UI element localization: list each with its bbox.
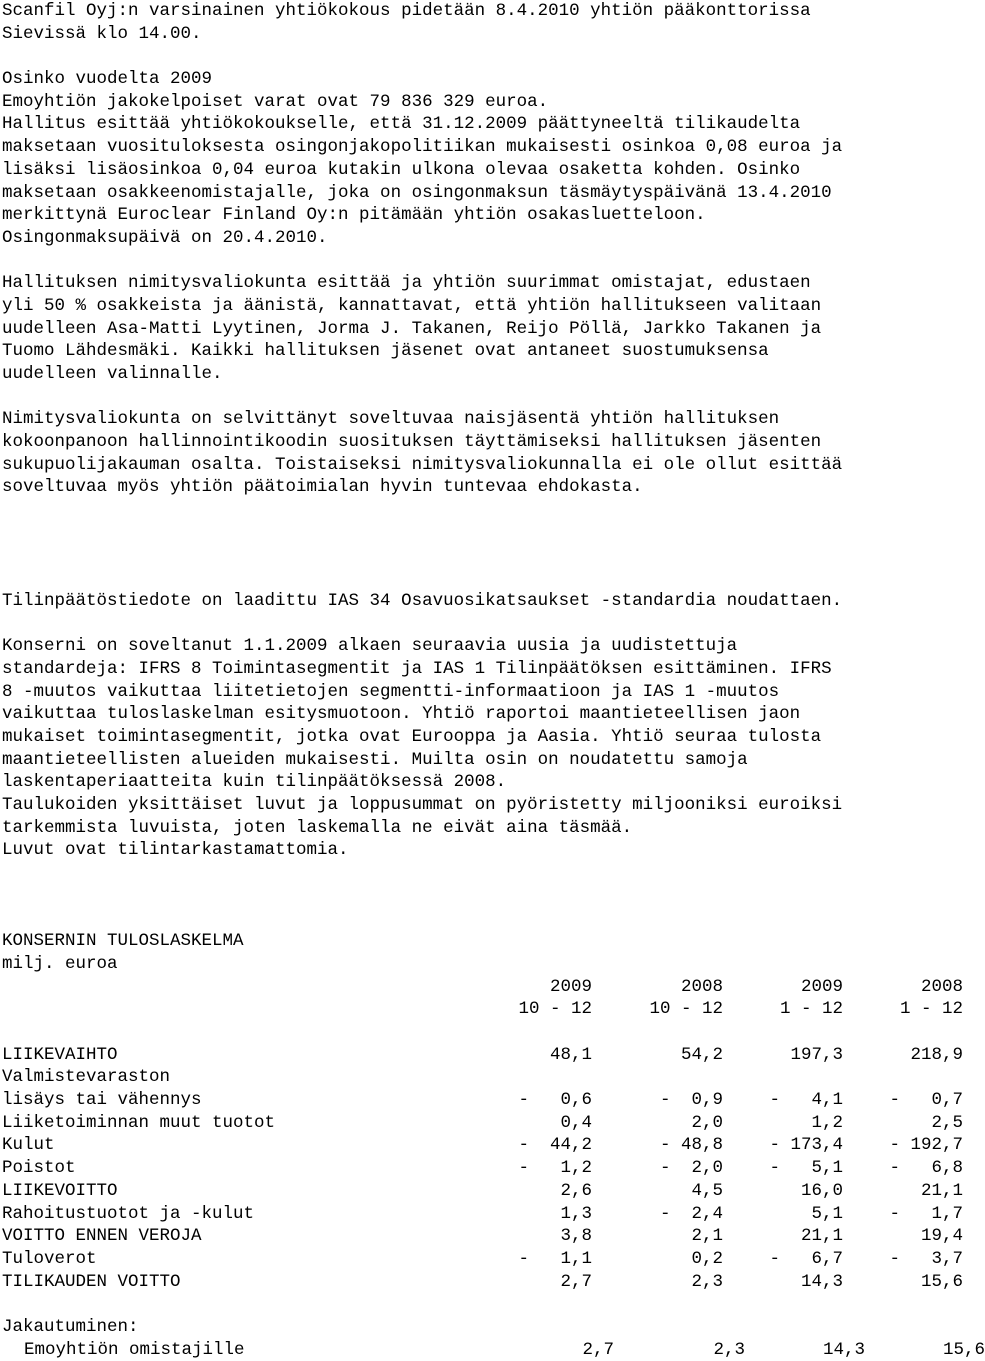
text-line: lisäksi lisäosinkoa 0,04 euroa kutakin ulkona olevaa osaketta kohden. Osinko <box>2 159 801 180</box>
text-line: Hallitus esittää yhtiökokoukselle, että 31.12.2009 päättyneeltä tilikaudelta <box>2 114 801 135</box>
table-row <box>2 1044 963 1067</box>
table-row <box>2 1157 963 1180</box>
gender-section <box>2 408 958 499</box>
text-line: merkittynä Euroclear Finland Oy:n pitämään yhtiön osakasluetteloon. <box>2 205 706 226</box>
text-line: Scanfil Oyj:n varsinainen yhtiökokous pidetään 8.4.2010 yhtiön pääkonttorissa <box>2 1 811 21</box>
row-value: - 2,0 <box>659 1158 723 1179</box>
text-line: Konserni on soveltanut 1.1.2009 alkaen seuraavia uusia ja uudistettuja <box>2 636 738 657</box>
text-line: maksetaan vuosituloksesta osingonjakopolitiikan mukaisesti osinkoa 0,08 euroa ja <box>2 137 843 158</box>
row-value: - 1,1 <box>518 1248 592 1269</box>
row-value <box>592 1066 723 1089</box>
row-value: - 6,7 <box>769 1248 843 1269</box>
row-label: Poistot <box>2 1158 76 1179</box>
table-row <box>2 1248 963 1271</box>
row-value: - 0,6 <box>518 1090 592 1111</box>
row-value: 2,6 <box>560 1180 592 1201</box>
row-value: - 2,4 <box>659 1203 723 1224</box>
row-label: TILIKAUDEN VOITTO <box>2 1271 181 1292</box>
row-value: 14,3 <box>800 1271 843 1292</box>
table-title: KONSERNIN TULOSLASKELMA <box>2 931 244 952</box>
table-row <box>2 1271 963 1294</box>
row-value: - 0,9 <box>659 1090 723 1111</box>
table-row <box>2 1066 958 1089</box>
text-line: kokoonpanoon hallinnointikoodin suosituksen täyttämiseksi hallituksen jäsenten <box>2 432 822 453</box>
header-period: 10 - 12 <box>518 999 592 1020</box>
row-value <box>843 1066 963 1089</box>
row-value: - 48,8 <box>659 1135 723 1156</box>
nomination-section <box>2 272 958 385</box>
row-label: LIIKEVOITTO <box>2 1180 118 1201</box>
row-value: 2,5 <box>931 1112 963 1133</box>
table-row <box>2 1180 963 1203</box>
row-value: 1,2 <box>811 1112 843 1133</box>
text-line: Osingonmaksupäivä on 20.4.2010. <box>2 227 328 248</box>
table-row <box>2 1225 963 1248</box>
row-value: 15,6 <box>920 1271 963 1292</box>
row-label: Liiketoiminnan muut tuotot <box>2 1112 276 1133</box>
agm-notice <box>2 0 958 45</box>
text-line: mukaiset toimintasegmentit, jotka ovat Eurooppa ja Aasia. Yhtiö seuraa tulosta <box>2 727 822 748</box>
row-value: 0,2 <box>691 1248 723 1269</box>
row-value: 19,4 <box>920 1226 963 1247</box>
text-line: Luvut ovat tilintarkastamattomia. <box>2 840 349 861</box>
income-statement <box>2 930 985 1361</box>
table-row <box>2 1134 963 1157</box>
header-year: 2008 <box>680 976 723 997</box>
row-value: 21,1 <box>920 1180 963 1201</box>
table-unit: milj. euroa <box>2 953 118 974</box>
row-value: 197,3 <box>790 1044 843 1065</box>
row-value: 14,3 <box>822 1339 865 1360</box>
row-value: 2,3 <box>713 1339 745 1360</box>
row-label: Emoyhtiön omistajille <box>24 1339 245 1360</box>
text-line: 8 -muutos vaikuttaa liitetietojen segmentti-informaatioon ja IAS 1 -muutos <box>2 681 780 702</box>
text-line: Nimitysvaliokunta on selvittänyt soveltuvaa naisjäsentä yhtiön hallituksen <box>2 409 780 430</box>
row-value: - 192,7 <box>889 1135 963 1156</box>
text-line: Emoyhtiön jakokelpoiset varat ovat 79 836 329 euroa. <box>2 91 549 112</box>
row-value: - 6,8 <box>889 1158 963 1179</box>
text-line: uudelleen valinnalle. <box>2 364 223 384</box>
header-years-row <box>2 976 963 999</box>
row-label: Valmistevaraston <box>2 1067 171 1088</box>
row-label: LIIKEVAIHTO <box>2 1044 118 1065</box>
allocation-title: Jakautuminen: <box>2 1316 139 1337</box>
row-value: 2,7 <box>560 1271 592 1292</box>
row-value: 1,3 <box>560 1203 592 1224</box>
row-value: - 5,1 <box>769 1158 843 1179</box>
table-row <box>2 1089 963 1112</box>
text-line: uudelleen Asa-Matti Lyytinen, Jorma J. Takanen, Reijo Pöllä, Jarkko Takanen ja <box>2 318 822 339</box>
header-year: 2008 <box>920 976 963 997</box>
row-value: 16,0 <box>800 1180 843 1201</box>
row-value: - 0,7 <box>889 1090 963 1111</box>
text-line: Taulukoiden yksittäiset luvut ja loppusummat on pyöristetty miljooniksi euroiksi <box>2 795 843 816</box>
table-row <box>2 1203 963 1226</box>
text-line: yli 50 % osakkeista ja äänistä, kannattavat, että yhtiön hallitukseen valitaan <box>2 295 822 316</box>
row-value: - 1,2 <box>518 1158 592 1179</box>
row-value: 54,2 <box>680 1044 723 1065</box>
header-year: 2009 <box>800 976 843 997</box>
row-label: Tuloverot <box>2 1248 97 1269</box>
table-row <box>2 1339 985 1361</box>
row-value: - 3,7 <box>889 1248 963 1269</box>
table-row <box>2 1112 963 1135</box>
header-period: 10 - 12 <box>649 999 723 1020</box>
text-line: maksetaan osakkeenomistajalle, joka on osingonmaksun täsmäytyspäivänä 13.4.2010 <box>2 182 832 203</box>
row-value: 3,8 <box>560 1226 592 1247</box>
row-value <box>472 1066 592 1089</box>
row-value <box>723 1066 843 1089</box>
row-value: 2,3 <box>691 1271 723 1292</box>
text-line: laskentaperiaatteita kuin tilinpäätöksessä 2008. <box>2 772 507 793</box>
header-year: 2009 <box>549 976 592 997</box>
standards-section <box>2 635 958 862</box>
text-line: tarkemmista luvuista, joten laskemalla ne eivät aina täsmää. <box>2 817 633 838</box>
row-label: lisäys tai vähennys <box>2 1090 202 1111</box>
row-value: 218,9 <box>910 1044 963 1065</box>
row-label: Kulut <box>2 1135 55 1156</box>
document-page <box>2 0 985 1361</box>
dividend-section <box>2 68 958 250</box>
row-value: 0,4 <box>560 1112 592 1133</box>
text-line: Hallituksen nimitysvaliokunta esittää ja yhtiön suurimmat omistajat, edustaen <box>2 273 811 294</box>
header-period: 1 - 12 <box>899 999 963 1020</box>
income-statement-rows <box>2 1044 963 1294</box>
row-value: 5,1 <box>811 1203 843 1224</box>
text-line: Tilinpäätöstiedote on laadittu IAS 34 Osavuosikatsaukset -standardia noudattaen. <box>2 590 843 611</box>
text-line: Tuomo Lähdesmäki. Kaikki hallituksen jäsenet ovat antaneet suostumuksensa <box>2 341 769 362</box>
row-value: 48,1 <box>549 1044 592 1065</box>
header-period: 1 - 12 <box>779 999 843 1020</box>
row-value: - 1,7 <box>889 1203 963 1224</box>
row-label: Rahoitustuotot ja -kulut <box>2 1203 255 1224</box>
row-value: 15,6 <box>942 1339 985 1360</box>
text-line: vaikuttaa tuloslaskelman esitysmuotoon. Yhtiö raportoi maantieteellisen jaon <box>2 704 801 725</box>
text-line: Osinko vuodelta 2009 <box>2 69 213 90</box>
row-value: 2,7 <box>582 1339 614 1360</box>
header-periods-row <box>2 998 963 1021</box>
row-label: VOITTO ENNEN VEROJA <box>2 1226 202 1247</box>
row-value: 4,5 <box>691 1180 723 1201</box>
text-line: soveltuvaa myös yhtiön päätoimialan hyvin tuntevaa ehdokasta. <box>2 477 643 498</box>
text-line: standardeja: IFRS 8 Toimintasegmentit ja IAS 1 Tilinpäätöksen esittäminen. IFRS <box>2 658 832 679</box>
text-line: Sievissä klo 14.00. <box>2 23 202 44</box>
row-value: - 44,2 <box>518 1135 592 1156</box>
text-line: sukupuolijakauman osalta. Toistaiseksi nimitysvaliokunnalla ei ole ollut esittää <box>2 454 843 475</box>
text-line: maantieteellisten alueiden mukaisesti. Muilta osin on noudatettu samoja <box>2 749 748 770</box>
row-value: 2,1 <box>691 1226 723 1247</box>
row-value: 21,1 <box>800 1226 843 1247</box>
row-value: - 173,4 <box>769 1135 843 1156</box>
row-value: 2,0 <box>691 1112 723 1133</box>
row-value: - 4,1 <box>769 1090 843 1111</box>
allocation-rows <box>2 1339 985 1361</box>
ias34-section <box>2 590 958 613</box>
